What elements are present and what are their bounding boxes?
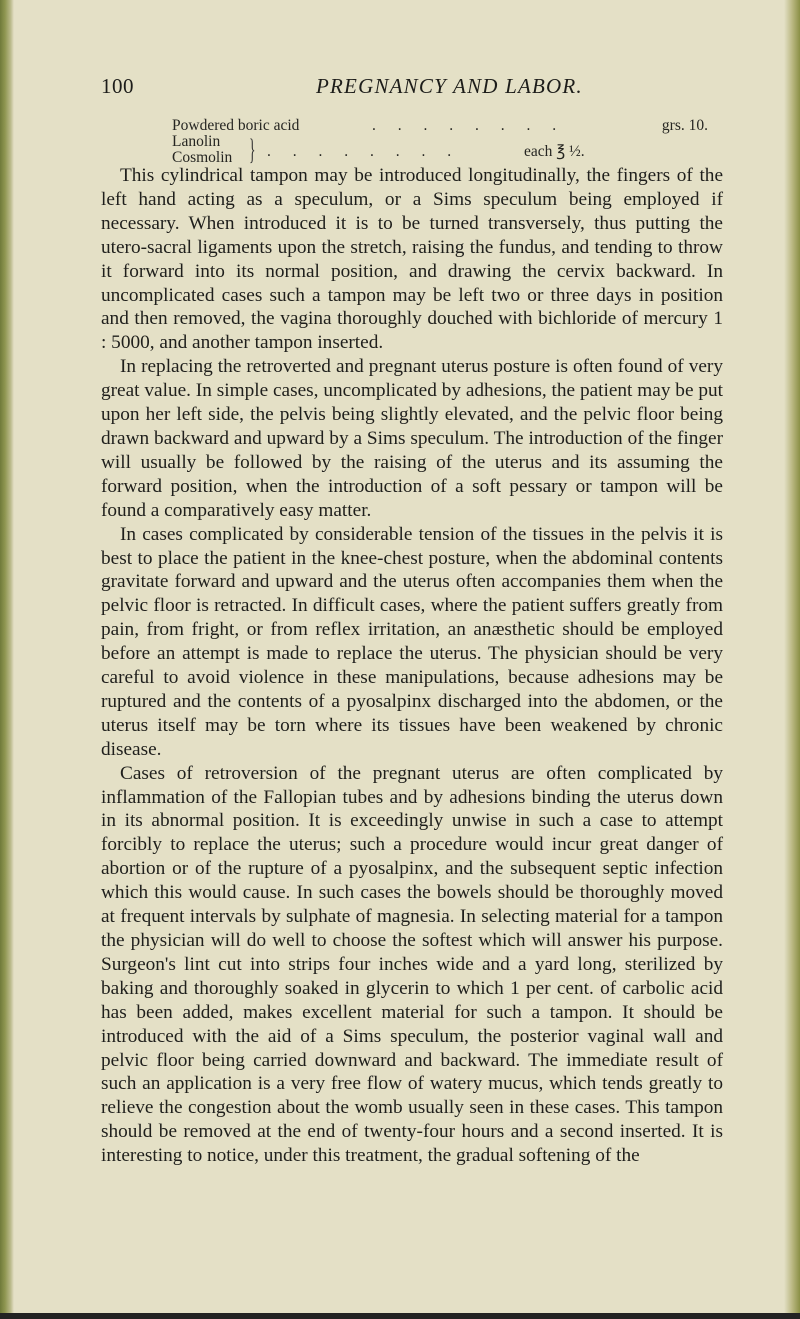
paragraph: Cases of retroversion of the pregnant uterus are often complicated by inflammation of the Fallopian tubes and by adhesions binding the uterus down in its abnormal position. It is exceedingly unwise in such a case to attempt forcibly to replace the uterus; such a procedure would incur great danger of abortion or of the rupture of a pyosalpinx, and the subsequent septic infection which this would cause. In such cases the bowels should be thoroughly moved at frequent intervals by sulphate of magnesia. In selecting material for a tampon the physician will do well to choose the softest which will answer his purpose. Surgeon's lint cut into strips four inches wide and a yard long, sterilized by baking and thoroughly soaked in glycerin to which 1 per cent. of carbolic acid has been added, makes excellent material for such a tampon. It should be introduced with the aid of a Sims speculum, the posterior vaginal wall and pelvic floor being carried downward and backward. The immediate result of such an application is a very free flow of watery mucus, which tends greatly to relieve the congestion about the womb usually seen in these cases. This tampon should be removed at the end of twenty-four hours and a second inserted. It is interesting to notice, under this treatment, the gradual softening of the: [101, 762, 723, 1167]
paragraph: This cylindrical tampon may be introduced longitudinally, the fingers of the left hand acting as a speculum, or a Sims speculum being employed if necessary. When introduced it is to be turned transversely, thus putting the utero-sacral ligaments upon the stretch, raising the fundus, and tending to throw it forward into its normal position, and drawing the cervix backward. In uncomplicated cases such a tampon may be left two or three days in position and then removed, the vagina thoroughly douched with bichloride of mercury 1 : 5000, and another tampon inserted.: [101, 165, 723, 354]
ingredient-quantity: grs. 10.: [661, 117, 708, 134]
page-header: [101, 74, 721, 104]
paragraph: In replacing the retroverted and pregnant uterus posture is often found of very great value. In simple cases, uncomplicated by adhesions, the patient may be put upon her left side, the pelvis being slightly elevated, and the pelvic floor being drawn backward and upward by a Sims speculum. The introduction of the finger will usually be followed by the raising of the uterus and its assuming the forward position, when the introduction of a soft pessary or tampon will be found a comparatively easy matter.: [101, 356, 723, 521]
page-bottom-edge: [0, 1313, 800, 1319]
leader-dots: . . . . . . . .: [372, 117, 566, 134]
brace-icon: }: [249, 133, 256, 166]
page-left-edge: [0, 0, 14, 1319]
body-text: [101, 164, 723, 1168]
braced-ingredients: [172, 134, 232, 166]
prescription-formula: [172, 117, 722, 168]
running-head: PREGNANCY AND LABOR.: [316, 74, 583, 98]
ingredient-name: Powdered boric acid: [172, 117, 300, 134]
ingredient-quantity: each ℥ ½.: [524, 143, 585, 160]
formula-row: [172, 117, 722, 134]
leader-dots: . . . . . . . .: [267, 143, 461, 160]
page-number: 100: [101, 74, 134, 98]
page-right-edge: [784, 0, 800, 1319]
formula-brace-row: [172, 134, 722, 168]
paragraph: In cases complicated by considerable tension of the tissues in the pelvis it is best to place the patient in the knee-chest posture, when the abdominal contents gravitate forward and upward and the uterus often accompanies them when the pelvic floor is retracted. In difficult cases, where the patient suffers greatly from pain, from fright, or from reflex irritation, an anæsthetic should be employed before an attempt is made to replace the uterus. The physician should be very careful to avoid violence in these manipulations, because adhesions may be ruptured and the contents of a pyosalpinx discharged into the abdomen, or the uterus itself may be torn where its tissues have been weakened by chronic disease.: [101, 523, 723, 760]
ingredient-name: Lanolin: [172, 133, 221, 150]
ingredient-name: Cosmolin: [172, 149, 233, 166]
